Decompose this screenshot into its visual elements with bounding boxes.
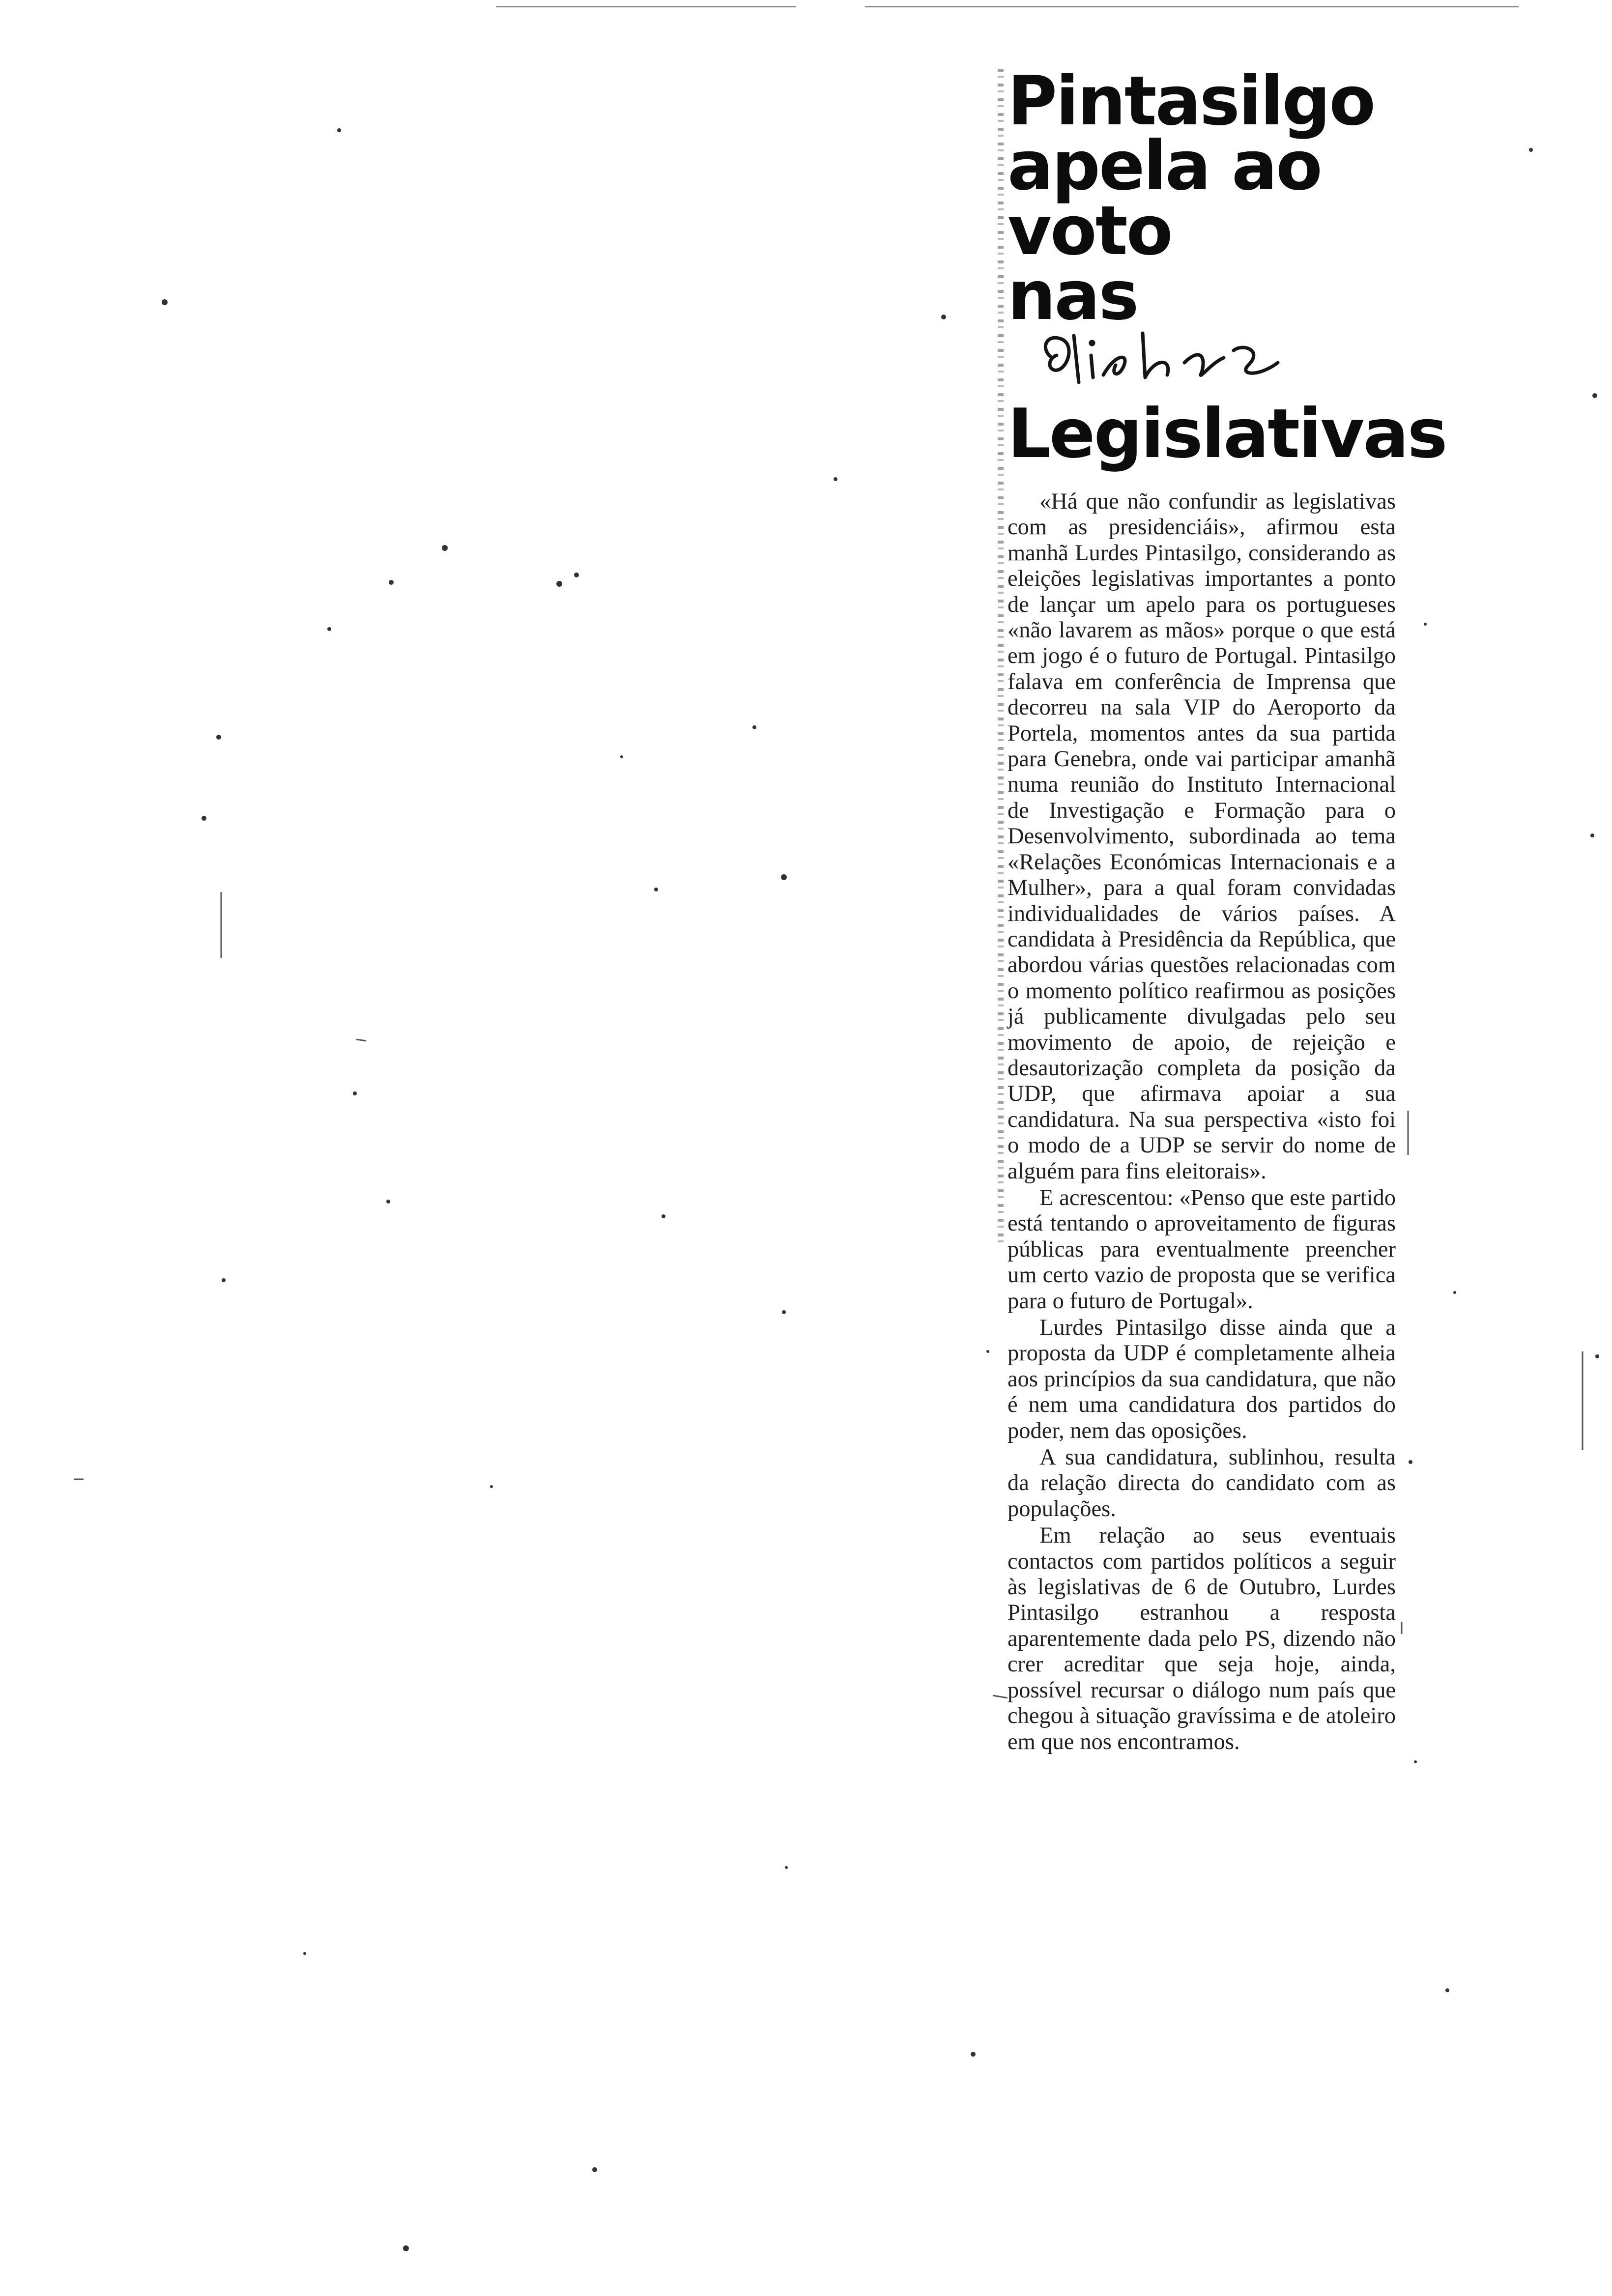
news-article	[1008, 61, 1446, 1755]
headline-line-3-row	[1008, 256, 1396, 402]
headline-line-2: apela ao voto	[1008, 126, 1321, 270]
paragraph-2: E acrescentou: «Penso que este partido está tentando o aproveitamento de figuras públicas para eventualmente preencher um certo vazio de proposta que se verifica para o futuro de Portugal».	[1008, 1185, 1396, 1314]
headline-line-3: nas	[1008, 256, 1138, 335]
top-rule-left	[496, 6, 796, 7]
paragraph-5: Em relação ao seus eventuais contactos com partidos políticos a seguir às legislativas de 6 de Outubro, Lurdes Pintasilgo estranhou a resposta aparentemente dada pelo PS, dizendo não crer acreditar que seja hoje, ainda, possível recursar o diálogo num país que chegou à situação gravíssima e de atoleiro em que nos encontramos.	[1008, 1523, 1396, 1754]
paragraph-4: A sua candidatura, sublinhou, resulta da relação directa do candidato com as populações.	[1008, 1445, 1396, 1521]
article-body	[1008, 489, 1396, 1755]
paragraph-3: Lurdes Pintasilgo disse ainda que a proposta da UDP é completamente alheia aos princípios da sua candidatura, que não é nem uma candidatura dos partidos do poder, nem das oposições.	[1008, 1315, 1396, 1443]
headline	[1008, 61, 1446, 473]
headline-line-4: Legislativas	[1008, 394, 1446, 473]
headline-line-1: Pintasilgo	[1008, 61, 1375, 141]
top-rule-right	[865, 6, 1519, 7]
clipping-edge	[998, 69, 1004, 1248]
handwritten-annotation	[1037, 328, 1293, 392]
paragraph-1: «Há que não confundir as legislativas com as presidenciáis», afirmou esta manhã Lurdes Pintasilgo, considerando as eleições legislativas importantes a ponto de lançar um apelo para os portugueses «não lavarem as mãos» porque o que está em jogo é o futuro de Portugal. Pintasilgo falava em conferência de Imprensa que decorreu na sala VIP do Aeroporto da Portela, momentos antes da sua partida para Genebra, onde vai participar amanhã numa reunião do Instituto Internacional de Investigação e Formação para o Desenvolvimento, subordinada ao tema «Relações Económicas Internacionais e a Mulher», para a qual foram convidadas individualidades de vários países. A candidata à Presidência da República, que abordou várias questões relacionadas com o momento político reafirmou as posições já publicamente divulgadas pelo seu movimento de apoio, de rejeição e desautorização completa da posição da UDP, que afirmava apoiar a sua candidatura. Na sua perspectiva «isto foi o modo de a UDP se servir do nome de alguém para fins eleitorais».	[1008, 489, 1396, 1184]
